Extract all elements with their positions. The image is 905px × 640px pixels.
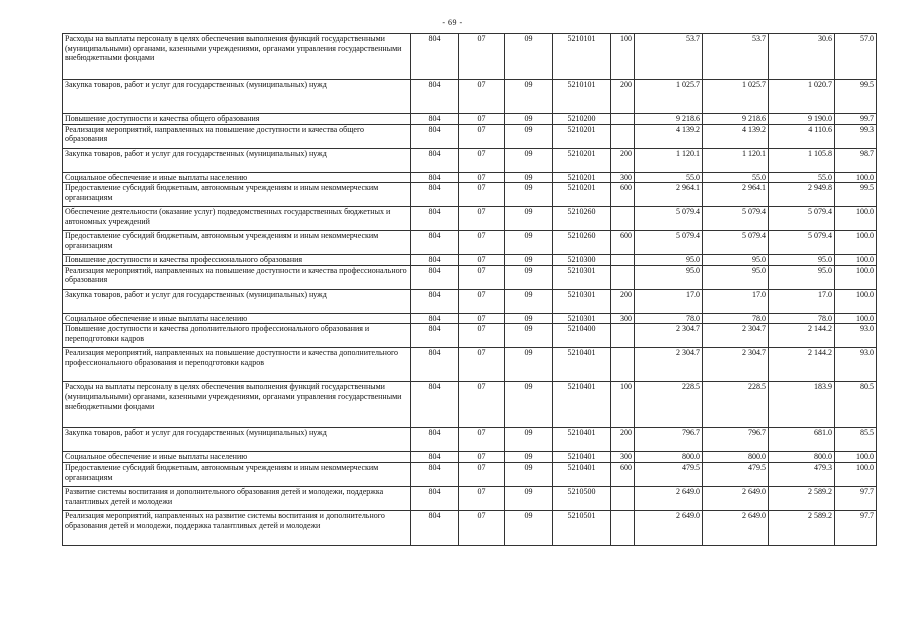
expense-type-code bbox=[611, 486, 635, 510]
table-row bbox=[63, 265, 877, 289]
table-row bbox=[63, 382, 877, 428]
table-row bbox=[63, 348, 877, 382]
executed-amount: 4 110.6 bbox=[769, 124, 835, 148]
planned-amount: 479.5 bbox=[703, 462, 769, 486]
execution-percent: 97.7 bbox=[835, 510, 877, 545]
subsection-code: 09 bbox=[505, 183, 553, 207]
target-article-code: 5210260 bbox=[553, 207, 611, 231]
target-article-code: 5210400 bbox=[553, 324, 611, 348]
ved-code: 804 bbox=[411, 462, 459, 486]
planned-amount: 53.7 bbox=[703, 34, 769, 80]
expense-type-code bbox=[611, 207, 635, 231]
table-row bbox=[63, 462, 877, 486]
execution-percent: 57.0 bbox=[835, 34, 877, 80]
table-row bbox=[63, 289, 877, 313]
planned-amount: 95.0 bbox=[703, 265, 769, 289]
expense-type-code bbox=[611, 124, 635, 148]
target-article-code: 5210201 bbox=[553, 183, 611, 207]
subsection-code: 09 bbox=[505, 231, 553, 255]
execution-percent: 85.5 bbox=[835, 428, 877, 452]
ved-code: 804 bbox=[411, 255, 459, 266]
section-code: 07 bbox=[459, 255, 505, 266]
ved-code: 804 bbox=[411, 428, 459, 452]
subsection-code: 09 bbox=[505, 172, 553, 183]
execution-percent: 100.0 bbox=[835, 255, 877, 266]
target-article-code: 5210201 bbox=[553, 124, 611, 148]
row-name: Обеспечение деятельности (оказание услуг) подведомственных государственных бюджетных и автономных учреждений bbox=[63, 207, 411, 231]
table-row bbox=[63, 313, 877, 324]
executed-amount: 5 079.4 bbox=[769, 231, 835, 255]
section-code: 07 bbox=[459, 428, 505, 452]
section-code: 07 bbox=[459, 348, 505, 382]
subsection-code: 09 bbox=[505, 382, 553, 428]
ved-code: 804 bbox=[411, 382, 459, 428]
table-row bbox=[63, 148, 877, 172]
planned-amount: 9 218.6 bbox=[703, 114, 769, 125]
planned-amount: 5 079.4 bbox=[703, 207, 769, 231]
target-article-code: 5210401 bbox=[553, 462, 611, 486]
approved-amount: 1 120.1 bbox=[635, 148, 703, 172]
planned-amount: 95.0 bbox=[703, 255, 769, 266]
target-article-code: 5210301 bbox=[553, 313, 611, 324]
ved-code: 804 bbox=[411, 324, 459, 348]
expense-type-code: 300 bbox=[611, 452, 635, 463]
expense-type-code bbox=[611, 348, 635, 382]
table-row bbox=[63, 324, 877, 348]
planned-amount: 1 120.1 bbox=[703, 148, 769, 172]
executed-amount: 479.3 bbox=[769, 462, 835, 486]
execution-percent: 97.7 bbox=[835, 486, 877, 510]
planned-amount: 2 649.0 bbox=[703, 486, 769, 510]
row-name: Закупка товаров, работ и услуг для государственных (муниципальных) нужд bbox=[63, 80, 411, 114]
target-article-code: 5210200 bbox=[553, 114, 611, 125]
subsection-code: 09 bbox=[505, 313, 553, 324]
ved-code: 804 bbox=[411, 510, 459, 545]
approved-amount: 1 025.7 bbox=[635, 80, 703, 114]
target-article-code: 5210500 bbox=[553, 486, 611, 510]
approved-amount: 2 304.7 bbox=[635, 348, 703, 382]
section-code: 07 bbox=[459, 80, 505, 114]
approved-amount: 479.5 bbox=[635, 462, 703, 486]
planned-amount: 800.0 bbox=[703, 452, 769, 463]
section-code: 07 bbox=[459, 183, 505, 207]
subsection-code: 09 bbox=[505, 348, 553, 382]
execution-percent: 99.3 bbox=[835, 124, 877, 148]
target-article-code: 5210301 bbox=[553, 265, 611, 289]
table-row bbox=[63, 510, 877, 545]
subsection-code: 09 bbox=[505, 34, 553, 80]
approved-amount: 9 218.6 bbox=[635, 114, 703, 125]
approved-amount: 2 649.0 bbox=[635, 510, 703, 545]
subsection-code: 09 bbox=[505, 207, 553, 231]
executed-amount: 95.0 bbox=[769, 265, 835, 289]
approved-amount: 78.0 bbox=[635, 313, 703, 324]
approved-amount: 800.0 bbox=[635, 452, 703, 463]
expense-type-code: 300 bbox=[611, 172, 635, 183]
table-row bbox=[63, 80, 877, 114]
planned-amount: 1 025.7 bbox=[703, 80, 769, 114]
row-name: Повышение доступности и качества дополнительного профессионального образования и переподготовки кадров bbox=[63, 324, 411, 348]
expense-type-code: 200 bbox=[611, 428, 635, 452]
section-code: 07 bbox=[459, 452, 505, 463]
executed-amount: 55.0 bbox=[769, 172, 835, 183]
execution-percent: 100.0 bbox=[835, 462, 877, 486]
executed-amount: 5 079.4 bbox=[769, 207, 835, 231]
executed-amount: 2 144.2 bbox=[769, 324, 835, 348]
section-code: 07 bbox=[459, 265, 505, 289]
approved-amount: 2 964.1 bbox=[635, 183, 703, 207]
expense-type-code: 200 bbox=[611, 80, 635, 114]
row-name: Предоставление субсидий бюджетным, автономным учреждениям и иным некоммерческим организациям bbox=[63, 462, 411, 486]
approved-amount: 95.0 bbox=[635, 255, 703, 266]
ved-code: 804 bbox=[411, 80, 459, 114]
row-name: Социальное обеспечение и иные выплаты населению bbox=[63, 172, 411, 183]
expense-type-code: 600 bbox=[611, 183, 635, 207]
ved-code: 804 bbox=[411, 124, 459, 148]
section-code: 07 bbox=[459, 231, 505, 255]
section-code: 07 bbox=[459, 313, 505, 324]
subsection-code: 09 bbox=[505, 255, 553, 266]
approved-amount: 95.0 bbox=[635, 265, 703, 289]
expense-type-code: 600 bbox=[611, 231, 635, 255]
row-name: Расходы на выплаты персоналу в целях обеспечения выполнения функций государственными (муниципальными) органами, казенными учреждениями, органами управления государственными внебюджетными фондами bbox=[63, 382, 411, 428]
expense-type-code: 600 bbox=[611, 462, 635, 486]
planned-amount: 78.0 bbox=[703, 313, 769, 324]
execution-percent: 98.7 bbox=[835, 148, 877, 172]
row-name: Реализация мероприятий, направленных на развитие системы воспитания и дополнительного образования детей и молодежи, поддержка талантливых детей и молодежи bbox=[63, 510, 411, 545]
subsection-code: 09 bbox=[505, 114, 553, 125]
expense-type-code: 200 bbox=[611, 289, 635, 313]
table-row bbox=[63, 255, 877, 266]
ved-code: 804 bbox=[411, 313, 459, 324]
execution-percent: 100.0 bbox=[835, 231, 877, 255]
executed-amount: 95.0 bbox=[769, 255, 835, 266]
subsection-code: 09 bbox=[505, 510, 553, 545]
table-row bbox=[63, 428, 877, 452]
row-name: Социальное обеспечение и иные выплаты населению bbox=[63, 313, 411, 324]
expense-type-code: 100 bbox=[611, 382, 635, 428]
target-article-code: 5210101 bbox=[553, 34, 611, 80]
target-article-code: 5210501 bbox=[553, 510, 611, 545]
execution-percent: 80.5 bbox=[835, 382, 877, 428]
expense-type-code: 100 bbox=[611, 34, 635, 80]
subsection-code: 09 bbox=[505, 148, 553, 172]
execution-percent: 100.0 bbox=[835, 452, 877, 463]
row-name: Предоставление субсидий бюджетным, автономным учреждениям и иным некоммерческим организациям bbox=[63, 183, 411, 207]
target-article-code: 5210401 bbox=[553, 382, 611, 428]
section-code: 07 bbox=[459, 510, 505, 545]
expense-type-code: 200 bbox=[611, 148, 635, 172]
target-article-code: 5210260 bbox=[553, 231, 611, 255]
execution-percent: 99.7 bbox=[835, 114, 877, 125]
subsection-code: 09 bbox=[505, 124, 553, 148]
table-row bbox=[63, 486, 877, 510]
row-name: Предоставление субсидий бюджетным, автономным учреждениям и иным некоммерческим организациям bbox=[63, 231, 411, 255]
page-number: - 69 - bbox=[442, 18, 463, 27]
table-row bbox=[63, 452, 877, 463]
target-article-code: 5210401 bbox=[553, 452, 611, 463]
executed-amount: 183.9 bbox=[769, 382, 835, 428]
section-code: 07 bbox=[459, 324, 505, 348]
table-row bbox=[63, 34, 877, 80]
executed-amount: 9 190.0 bbox=[769, 114, 835, 125]
row-name: Повышение доступности и качества общего образования bbox=[63, 114, 411, 125]
executed-amount: 2 949.8 bbox=[769, 183, 835, 207]
row-name: Развитие системы воспитания и дополнительного образования детей и молодежи, поддержка талантливых детей и молодежи bbox=[63, 486, 411, 510]
ved-code: 804 bbox=[411, 172, 459, 183]
expense-type-code bbox=[611, 265, 635, 289]
execution-percent: 100.0 bbox=[835, 313, 877, 324]
table-body bbox=[63, 34, 877, 546]
subsection-code: 09 bbox=[505, 428, 553, 452]
row-name: Закупка товаров, работ и услуг для государственных (муниципальных) нужд bbox=[63, 148, 411, 172]
approved-amount: 5 079.4 bbox=[635, 231, 703, 255]
section-code: 07 bbox=[459, 207, 505, 231]
expense-type-code bbox=[611, 114, 635, 125]
executed-amount: 1 105.8 bbox=[769, 148, 835, 172]
ved-code: 804 bbox=[411, 114, 459, 125]
row-name: Реализация мероприятий, направленных на повышение доступности и качества профессионального образования bbox=[63, 265, 411, 289]
table-row bbox=[63, 114, 877, 125]
subsection-code: 09 bbox=[505, 324, 553, 348]
row-name: Социальное обеспечение и иные выплаты населению bbox=[63, 452, 411, 463]
section-code: 07 bbox=[459, 34, 505, 80]
target-article-code: 5210300 bbox=[553, 255, 611, 266]
planned-amount: 228.5 bbox=[703, 382, 769, 428]
table-row bbox=[63, 183, 877, 207]
expense-type-code bbox=[611, 255, 635, 266]
executed-amount: 1 020.7 bbox=[769, 80, 835, 114]
subsection-code: 09 bbox=[505, 486, 553, 510]
table-row bbox=[63, 207, 877, 231]
ved-code: 804 bbox=[411, 34, 459, 80]
ved-code: 804 bbox=[411, 183, 459, 207]
approved-amount: 4 139.2 bbox=[635, 124, 703, 148]
ved-code: 804 bbox=[411, 148, 459, 172]
row-name: Закупка товаров, работ и услуг для государственных (муниципальных) нужд bbox=[63, 428, 411, 452]
expense-type-code bbox=[611, 510, 635, 545]
table-row bbox=[63, 231, 877, 255]
execution-percent: 100.0 bbox=[835, 172, 877, 183]
executed-amount: 800.0 bbox=[769, 452, 835, 463]
executed-amount: 2 589.2 bbox=[769, 486, 835, 510]
subsection-code: 09 bbox=[505, 289, 553, 313]
subsection-code: 09 bbox=[505, 80, 553, 114]
execution-percent: 100.0 bbox=[835, 289, 877, 313]
row-name: Реализация мероприятий, направленных на повышение доступности и качества дополнительного профессионального образования и переподготовки кадров bbox=[63, 348, 411, 382]
execution-percent: 100.0 bbox=[835, 207, 877, 231]
approved-amount: 17.0 bbox=[635, 289, 703, 313]
row-name: Расходы на выплаты персоналу в целях обеспечения выполнения функций государственными (муниципальными) органами, казенными учреждениями, органами управления государственными внебюджетными фондами bbox=[63, 34, 411, 80]
approved-amount: 5 079.4 bbox=[635, 207, 703, 231]
target-article-code: 5210401 bbox=[553, 428, 611, 452]
execution-percent: 100.0 bbox=[835, 265, 877, 289]
section-code: 07 bbox=[459, 382, 505, 428]
section-code: 07 bbox=[459, 148, 505, 172]
planned-amount: 796.7 bbox=[703, 428, 769, 452]
ved-code: 804 bbox=[411, 452, 459, 463]
planned-amount: 2 304.7 bbox=[703, 348, 769, 382]
row-name: Повышение доступности и качества профессионального образования bbox=[63, 255, 411, 266]
target-article-code: 5210101 bbox=[553, 80, 611, 114]
subsection-code: 09 bbox=[505, 265, 553, 289]
ved-code: 804 bbox=[411, 486, 459, 510]
execution-percent: 99.5 bbox=[835, 183, 877, 207]
section-code: 07 bbox=[459, 289, 505, 313]
execution-percent: 93.0 bbox=[835, 324, 877, 348]
table-row bbox=[63, 172, 877, 183]
approved-amount: 53.7 bbox=[635, 34, 703, 80]
approved-amount: 2 649.0 bbox=[635, 486, 703, 510]
section-code: 07 bbox=[459, 486, 505, 510]
approved-amount: 55.0 bbox=[635, 172, 703, 183]
planned-amount: 17.0 bbox=[703, 289, 769, 313]
approved-amount: 796.7 bbox=[635, 428, 703, 452]
ved-code: 804 bbox=[411, 231, 459, 255]
ved-code: 804 bbox=[411, 348, 459, 382]
planned-amount: 4 139.2 bbox=[703, 124, 769, 148]
target-article-code: 5210401 bbox=[553, 348, 611, 382]
expense-type-code: 300 bbox=[611, 313, 635, 324]
executed-amount: 2 144.2 bbox=[769, 348, 835, 382]
executed-amount: 2 589.2 bbox=[769, 510, 835, 545]
expense-type-code bbox=[611, 324, 635, 348]
subsection-code: 09 bbox=[505, 452, 553, 463]
approved-amount: 2 304.7 bbox=[635, 324, 703, 348]
target-article-code: 5210301 bbox=[553, 289, 611, 313]
executed-amount: 17.0 bbox=[769, 289, 835, 313]
section-code: 07 bbox=[459, 114, 505, 125]
executed-amount: 78.0 bbox=[769, 313, 835, 324]
target-article-code: 5210201 bbox=[553, 148, 611, 172]
section-code: 07 bbox=[459, 124, 505, 148]
section-code: 07 bbox=[459, 462, 505, 486]
target-article-code: 5210201 bbox=[553, 172, 611, 183]
planned-amount: 2 304.7 bbox=[703, 324, 769, 348]
subsection-code: 09 bbox=[505, 462, 553, 486]
executed-amount: 30.6 bbox=[769, 34, 835, 80]
ved-code: 804 bbox=[411, 265, 459, 289]
row-name: Реализация мероприятий, направленных на повышение доступности и качества общего образования bbox=[63, 124, 411, 148]
row-name: Закупка товаров, работ и услуг для государственных (муниципальных) нужд bbox=[63, 289, 411, 313]
execution-percent: 93.0 bbox=[835, 348, 877, 382]
ved-code: 804 bbox=[411, 207, 459, 231]
approved-amount: 228.5 bbox=[635, 382, 703, 428]
planned-amount: 5 079.4 bbox=[703, 231, 769, 255]
table-row bbox=[63, 124, 877, 148]
execution-percent: 99.5 bbox=[835, 80, 877, 114]
planned-amount: 2 649.0 bbox=[703, 510, 769, 545]
budget-table bbox=[62, 33, 877, 546]
ved-code: 804 bbox=[411, 289, 459, 313]
planned-amount: 2 964.1 bbox=[703, 183, 769, 207]
section-code: 07 bbox=[459, 172, 505, 183]
executed-amount: 681.0 bbox=[769, 428, 835, 452]
planned-amount: 55.0 bbox=[703, 172, 769, 183]
